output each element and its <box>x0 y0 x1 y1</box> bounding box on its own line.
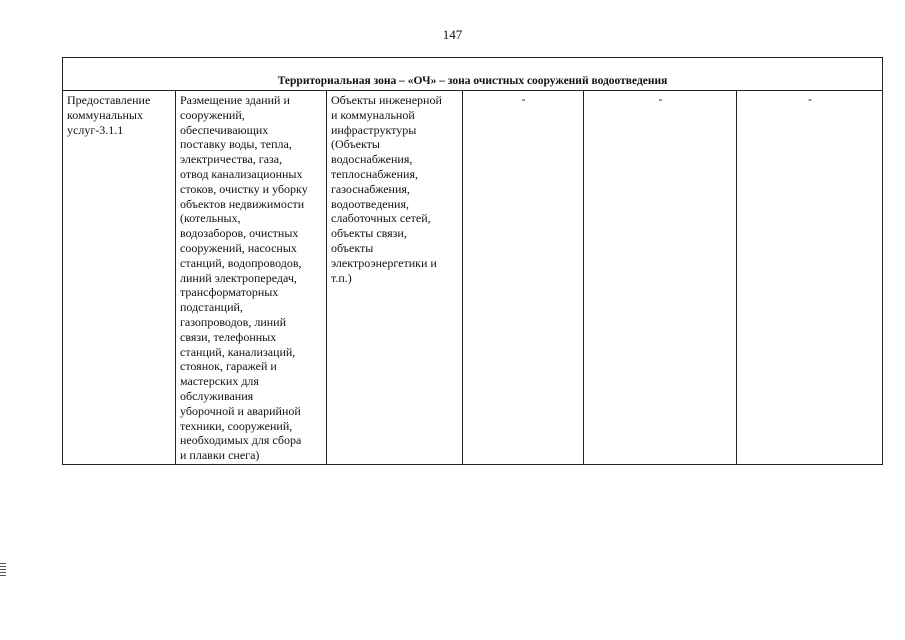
page-number: 147 <box>442 27 463 42</box>
table-top-spacer <box>63 58 883 74</box>
margin-mark <box>0 563 6 564</box>
cell-use-type: Предоставление коммунальных услуг-3.1.1 <box>63 91 176 465</box>
margin-mark <box>0 575 6 576</box>
cell-objects: Объекты инженерной и коммунальной инфраструктуры (Объекты водоснабжения, теплоснабжения, газоснабжения, водоотведения, слаботочных сетей, объекты связи, объекты электроэнергетики и т.п.) <box>327 91 463 465</box>
zone-title-row <box>63 73 883 91</box>
cell-col5: - <box>584 91 737 465</box>
margin-marks <box>0 563 6 578</box>
margin-mark <box>0 569 6 570</box>
table-top-spacer-cell <box>63 58 883 74</box>
margin-mark <box>0 572 6 573</box>
cell-col4: - <box>463 91 584 465</box>
table-row <box>63 91 883 465</box>
zoning-table <box>62 57 883 465</box>
cell-col6: - <box>737 91 883 465</box>
zone-title: Территориальная зона – «ОЧ» – зона очистных сооружений водоотведения <box>63 73 883 91</box>
margin-mark <box>0 566 6 567</box>
cell-description: Размещение зданий и сооружений, обеспечивающих поставку воды, тепла, электричества, газа, отвод канализационных стоков, очистку и уборку объектов недвижимости (котельных, водозаборов, очистных сооружений, насосных станций, водопроводов, линий электропередач, трансформаторных подстанций, газопроводов, линий связи, телефонных станций, канализаций, стоянок, гаражей и мастерских для обслуживания уборочной и аварийной техники, сооружений, необходимых для сбора и плавки снега) <box>176 91 327 465</box>
